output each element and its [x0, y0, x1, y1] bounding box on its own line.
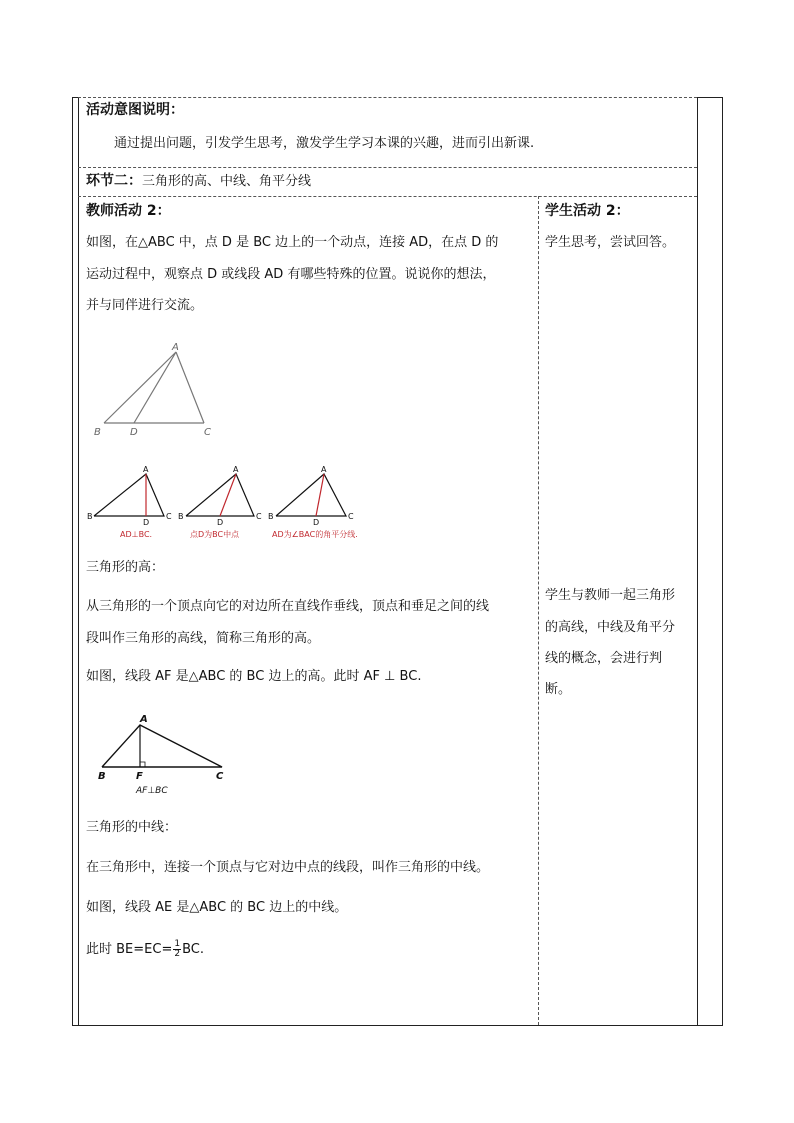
fig2-caption-2: 点D为BC中点 — [190, 530, 240, 539]
fig2-t1-b: B — [87, 512, 93, 521]
column-divider — [538, 196, 539, 1025]
fig1-label-d: D — [130, 427, 138, 438]
median-example: 如图，线段 AE 是△ABC 的 BC 边上的中线。 — [86, 900, 348, 915]
border-bottom — [72, 1025, 722, 1026]
intent-body: 通过提出问题，引发学生思考，激发学生学习本课的兴趣，进而引出新课. — [114, 136, 535, 151]
figure-altitude — [88, 708, 236, 798]
fig2-triangle-bisector — [268, 465, 358, 539]
student-activity-2-line4: 断。 — [545, 682, 572, 697]
fig2-t1-c: C — [166, 512, 172, 521]
figure-moving-point — [86, 336, 226, 442]
fig3-label-f: F — [136, 771, 143, 782]
height-example: 如图，线段 AF 是△ABC 的 BC 边上的高。此时 AF ⊥ BC. — [86, 669, 422, 684]
fig3-right-angle-mark — [140, 762, 145, 767]
fig2-t3-b: B — [268, 512, 274, 521]
row-top — [78, 97, 697, 98]
intent-title: 活动意图说明： — [86, 102, 184, 118]
fig2-t2-a: A — [233, 465, 239, 474]
teacher-para1-line1: 如图，在△ABC 中，点 D 是 BC 边上的一个动点，连接 AD，在点 D 的 — [86, 235, 499, 250]
figure-special-positions — [86, 462, 376, 544]
fig2-caption-1: AD⊥BC. — [120, 530, 153, 539]
fig1-side-ac — [176, 352, 204, 423]
fig2-t1-a: A — [143, 465, 149, 474]
section-topic: 三角形的高、中线、角平分线 — [142, 174, 312, 189]
teacher-para1-line3: 并与同伴进行交流。 — [86, 298, 204, 313]
fig3-triangle — [102, 725, 222, 767]
row-divider-1 — [78, 167, 697, 168]
fig1-label-c: C — [204, 427, 211, 438]
fig2-caption-3: AD为∠BAC的角平分线. — [272, 530, 358, 539]
row-divider-2 — [78, 196, 697, 197]
inner-left — [78, 97, 79, 1025]
student-title: 学生活动 2： — [545, 203, 630, 219]
fig3-caption: AF⊥BC — [136, 786, 168, 796]
fig3-label-b: B — [98, 771, 106, 782]
height-def-line1: 从三角形的一个顶点向它的对边所在直线作垂线，顶点和垂足之间的线 — [86, 599, 490, 614]
border-top-right — [697, 97, 722, 98]
inner-right — [697, 97, 698, 1025]
fig2-t3-d: D — [313, 518, 320, 527]
median-eq-suffix: BC. — [182, 942, 204, 957]
fig2-triangle-altitude — [87, 465, 172, 539]
fig3-label-c: C — [216, 771, 224, 782]
fig2-triangle-median — [178, 465, 262, 539]
teacher-title: 教师活动 2： — [86, 203, 171, 219]
fig2-t1-d: D — [143, 518, 150, 527]
border-right — [722, 97, 723, 1026]
student-activity-2-line1: 学生与教师一起三角形 — [545, 588, 676, 603]
fig2-t3-c: C — [348, 512, 354, 521]
student-activity-1: 学生思考，尝试回答。 — [545, 235, 676, 250]
frac-numerator: 1 — [174, 939, 181, 949]
fig2-t2-b: B — [178, 512, 184, 521]
border-left — [72, 97, 73, 1026]
height-title: 三角形的高： — [86, 560, 165, 575]
median-equation — [86, 940, 204, 960]
section-label: 环节二： — [86, 173, 142, 189]
fig1-label-b: B — [94, 427, 101, 438]
student-activity-2-line2: 的高线，中线及角平分 — [545, 620, 676, 635]
section-heading — [86, 171, 311, 192]
fig1-label-a: A — [172, 342, 179, 353]
fig2-t2-d: D — [217, 518, 224, 527]
student-activity-2-line3: 线的概念，会进行判 — [545, 651, 663, 666]
fig3-label-a: A — [140, 714, 148, 725]
height-def-line2: 段叫作三角形的高线，简称三角形的高。 — [86, 631, 321, 646]
median-def: 在三角形中，连接一个顶点与它对边中点的线段，叫作三角形的中线。 — [86, 860, 490, 875]
fraction-one-half — [173, 940, 181, 959]
median-eq-prefix: 此时 BE=EC= — [86, 942, 173, 957]
frac-denominator: 2 — [174, 949, 181, 959]
fig2-t2-c: C — [256, 512, 262, 521]
median-title: 三角形的中线： — [86, 820, 178, 835]
teacher-para1-line2: 运动过程中，观察点 D 或线段 AD 有哪些特殊的位置。说说你的想法， — [86, 267, 496, 282]
fig2-t3-a: A — [321, 465, 327, 474]
